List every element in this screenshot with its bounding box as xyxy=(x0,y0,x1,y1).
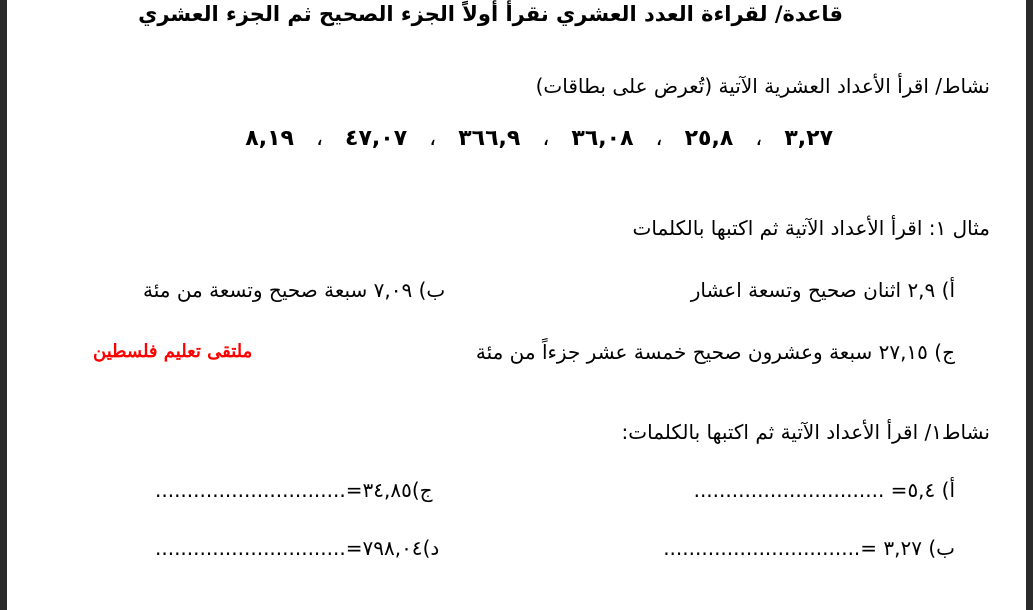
rule-title: قاعدة/ لقراءة العدد العشري نقرأ أولاً الجزء الصحيح ثم الجزء العشري xyxy=(138,2,843,26)
example-item-c: ج) ٢٧,١٥ سبعة وعشرون صحيح خمسة عشر جزءاً من مئة xyxy=(475,340,955,364)
separator: ، xyxy=(315,126,324,151)
number-card-4: ٣٦٦,٩ xyxy=(458,126,521,151)
activity1-instruction: نشاط/ اقرأ الأعداد العشرية الآتية (تُعرض على بطاقات) xyxy=(535,74,990,98)
separator: ، xyxy=(755,126,763,151)
number-card-6: ٨,١٩ xyxy=(245,126,294,151)
activity2-heading: نشاط١/ اقرأ الأعداد الآتية ثم اكتبها بالكلمات: xyxy=(621,420,990,444)
activity2-item-b: ب) ٣,٢٧ =............................... xyxy=(663,536,955,560)
activity2-item-a: أ) ٥,٤= .............................. xyxy=(693,478,955,502)
decimal-numbers-row xyxy=(168,126,833,151)
number-card-3: ٣٦,٠٨ xyxy=(571,126,634,151)
separator: ، xyxy=(655,126,663,151)
example-heading: مثال ١: اقرأ الأعداد الآتية ثم اكتبها بالكلمات xyxy=(632,216,990,240)
example-item-a: أ) ٢,٩ اثنان صحيح وتسعة اعشار xyxy=(690,278,955,302)
separator: ، xyxy=(542,126,550,151)
activity2-item-d: د)٧٩٨,٠٤=.............................. xyxy=(155,536,440,560)
number-card-1: ٣,٢٧ xyxy=(784,126,833,151)
number-card-5: ٤٧,٠٧ xyxy=(345,126,408,151)
number-card-2: ٢٥,٨ xyxy=(684,126,734,151)
separator: ، xyxy=(429,126,437,151)
activity2-item-c: ج)٣٤,٨٥=.............................. xyxy=(155,478,433,502)
example-item-b: ب) ٧,٠٩ سبعة صحيح وتسعة من مئة xyxy=(143,278,446,302)
watermark-text: ملتقى تعليم فلسطين xyxy=(93,341,253,362)
